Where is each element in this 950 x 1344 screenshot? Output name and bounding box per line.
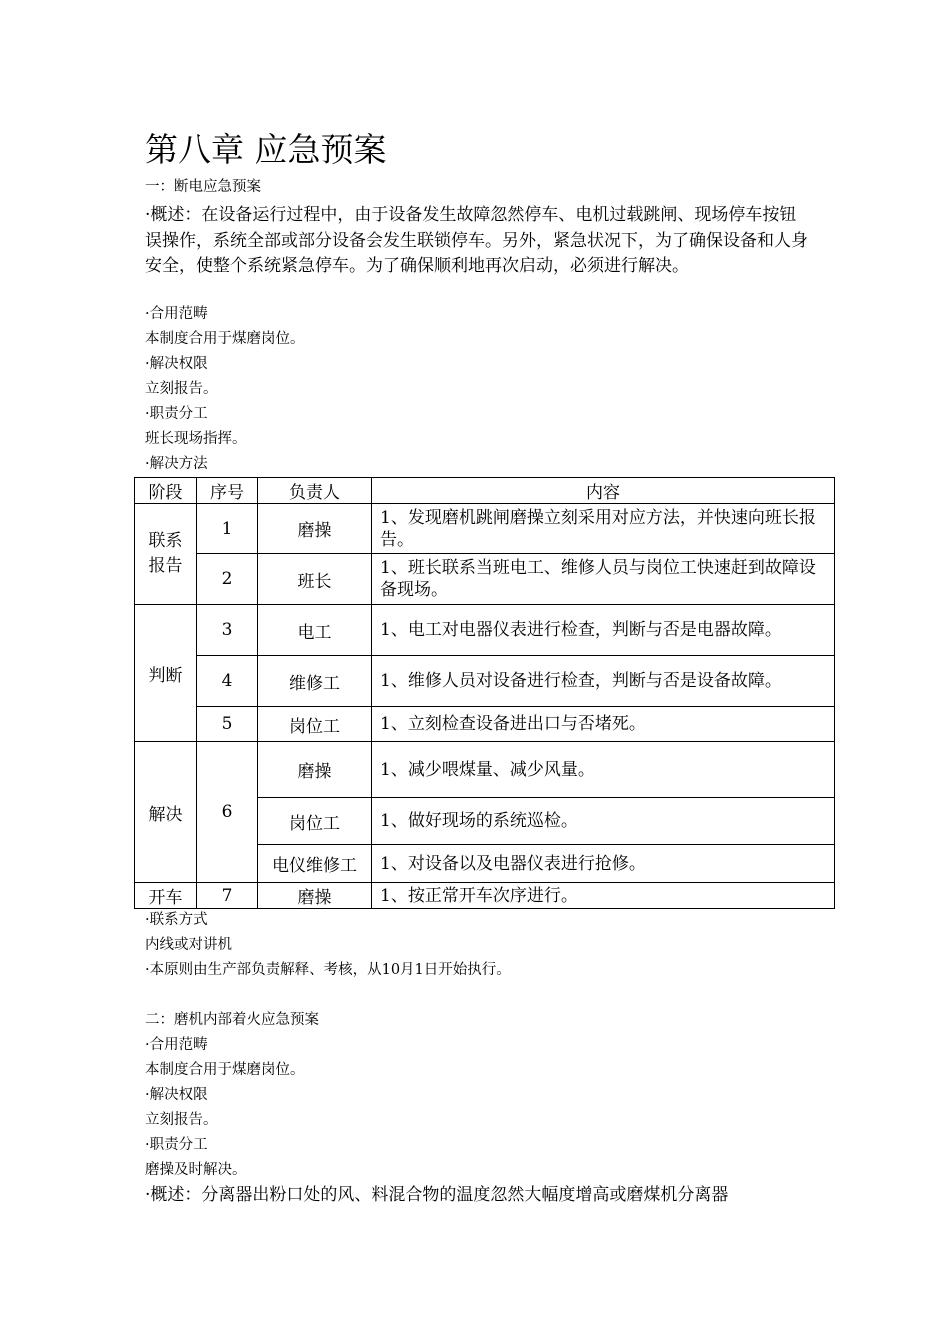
section2-heading: 二：磨机内部着火应急预案 bbox=[145, 1012, 319, 1028]
row-number: 4 bbox=[197, 656, 258, 707]
table-row bbox=[135, 605, 835, 656]
table-row bbox=[135, 883, 835, 909]
section1-overview: ·概述：在设备运行过程中，由于设备发生故障忽然停车、电机过载跳闸、现场停车按钮误操作，系统全部或部分设备会发生联锁停车。另外，紧急状况下，为了确保设备和人身安全，使整个系统紧急停车。为了确保顺利地再次启动，必须进行解决。 bbox=[145, 205, 808, 276]
row-number: 5 bbox=[197, 707, 258, 742]
stage-label: 联系报告 bbox=[148, 531, 183, 576]
section2-scope: 本制度合用于煤磨岗位。 bbox=[145, 1062, 305, 1078]
section1-scope-label: ·合用范畴 bbox=[145, 306, 208, 322]
section2-scope-label: ·合用范畴 bbox=[145, 1037, 208, 1053]
row-content: 1、减少喂煤量、减少风量。 bbox=[372, 742, 835, 798]
header-stage: 阶段 bbox=[135, 478, 197, 504]
table-row bbox=[135, 504, 835, 554]
stage-cell: 解决 bbox=[135, 742, 197, 883]
section1-authority-label: ·解决权限 bbox=[145, 356, 208, 372]
row-person: 磨操 bbox=[258, 742, 372, 798]
header-number: 序号 bbox=[197, 478, 258, 504]
emergency-procedure-table bbox=[134, 477, 835, 909]
row-content: 1、发现磨机跳闸磨操立刻采用对应方法，并快速向班长报告。 bbox=[372, 504, 835, 554]
table-row bbox=[135, 707, 835, 742]
row-content: 1、做好现场的系统巡检。 bbox=[372, 798, 835, 845]
section2-overview: ·概述：分离器出粉口处的风、料混合物的温度忽然大幅度增高或磨煤机分离器 bbox=[145, 1185, 729, 1205]
section2-authority: 立刻报告。 bbox=[145, 1112, 218, 1128]
row-person: 磨操 bbox=[258, 883, 372, 909]
section2-duty-label: ·职责分工 bbox=[145, 1137, 208, 1153]
stage-cell bbox=[135, 504, 197, 605]
header-content: 内容 bbox=[372, 478, 835, 504]
table-row bbox=[135, 554, 835, 605]
row-number: 3 bbox=[197, 605, 258, 656]
row-content: 1、维修人员对设备进行检查，判断与否是设备故障。 bbox=[372, 656, 835, 707]
row-number: 1 bbox=[197, 504, 258, 554]
table-row bbox=[135, 656, 835, 707]
section1-contact: 内线或对讲机 bbox=[145, 937, 232, 953]
chapter-title: 第八章 应急预案 bbox=[145, 130, 387, 169]
row-person: 电仪维修工 bbox=[258, 845, 372, 883]
row-person: 电工 bbox=[258, 605, 372, 656]
row-person: 维修工 bbox=[258, 656, 372, 707]
row-person: 磨操 bbox=[258, 504, 372, 554]
section2-duty: 磨操及时解决。 bbox=[145, 1162, 247, 1178]
row-person: 岗位工 bbox=[258, 707, 372, 742]
row-content: 1、立刻检查设备进出口与否堵死。 bbox=[372, 707, 835, 742]
row-person: 班长 bbox=[258, 554, 372, 605]
row-number: 7 bbox=[197, 883, 258, 909]
row-number: 6 bbox=[197, 742, 258, 883]
table-header-row bbox=[135, 478, 835, 504]
section1-scope: 本制度合用于煤磨岗位。 bbox=[145, 331, 305, 347]
section1-method-label: ·解决方法 bbox=[145, 456, 208, 472]
section1-duty-label: ·职责分工 bbox=[145, 406, 208, 422]
row-person: 岗位工 bbox=[258, 798, 372, 845]
section1-heading: 一：断电应急预案 bbox=[145, 179, 261, 195]
header-person: 负责人 bbox=[258, 478, 372, 504]
stage-cell: 判断 bbox=[135, 605, 197, 742]
row-content: 1、电工对电器仪表进行检查，判断与否是电器故障。 bbox=[372, 605, 835, 656]
section1-duty: 班长现场指挥。 bbox=[145, 431, 247, 447]
section1-note: ·本原则由生产部负责解释、考核，从10月1日开始执行。 bbox=[145, 962, 511, 978]
section1-contact-label: ·联系方式 bbox=[145, 912, 208, 928]
table-row bbox=[135, 742, 835, 798]
row-content: 1、按正常开车次序进行。 bbox=[372, 883, 835, 909]
section2-authority-label: ·解决权限 bbox=[145, 1087, 208, 1103]
row-number: 2 bbox=[197, 554, 258, 605]
row-content: 1、班长联系当班电工、维修人员与岗位工快速赶到故障设备现场。 bbox=[372, 554, 835, 605]
stage-cell: 开车 bbox=[135, 883, 197, 909]
row-content: 1、对设备以及电器仪表进行抢修。 bbox=[372, 845, 835, 883]
section1-authority: 立刻报告。 bbox=[145, 381, 218, 397]
